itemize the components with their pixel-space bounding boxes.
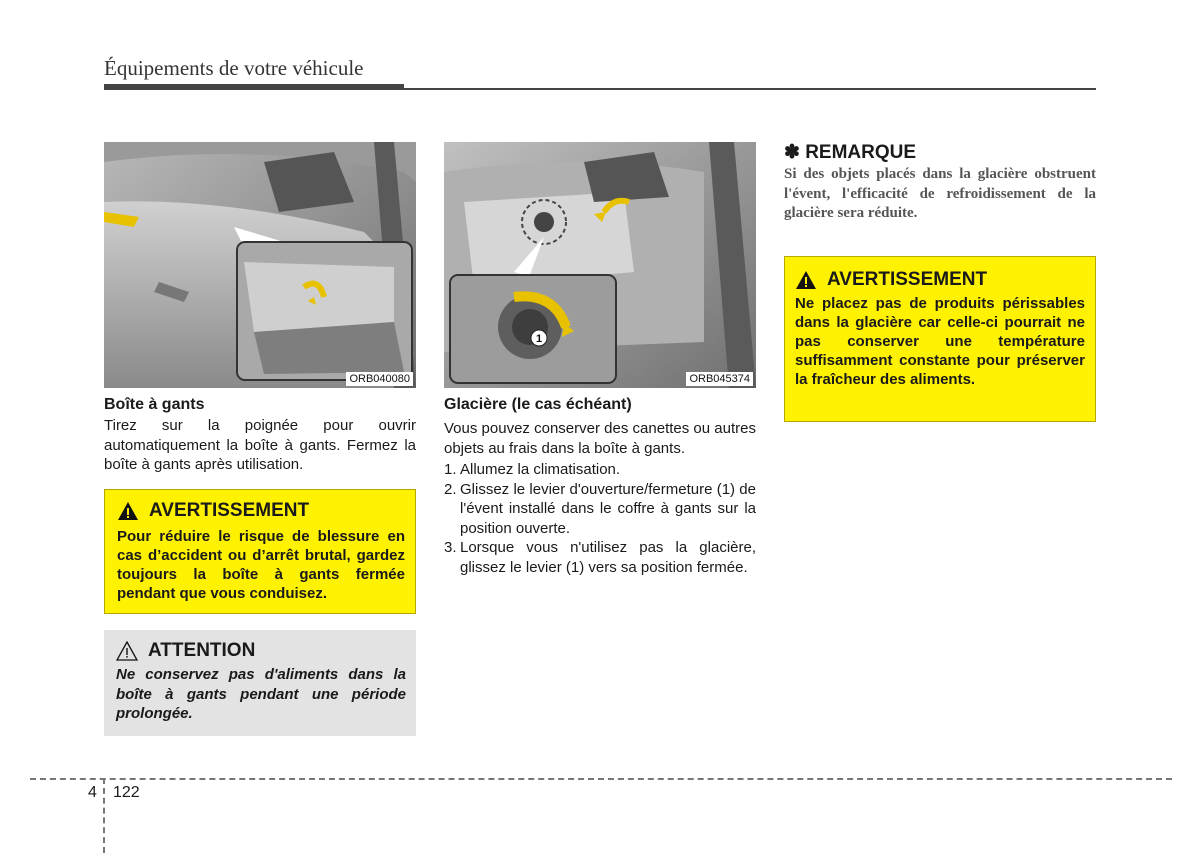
attention-text: Ne conservez pas d'aliments dans la boîte à gants pendant une période prolongée.: [116, 666, 406, 722]
footer-rule: [30, 778, 1172, 780]
header-rule: [104, 88, 1096, 90]
warning-text: Ne placez pas de produits périssables dans la glacière car celle-ci pourrait ne pas conserver une température suffisamment constante pour préserver la fraîcheur des aliments.: [795, 295, 1085, 388]
figure-code: ORB040080: [346, 372, 413, 386]
glovebox-title: Boîte à gants: [104, 396, 205, 413]
attention-box: [104, 630, 416, 736]
warning-box-cooler: [784, 256, 1096, 422]
callout-number: 1: [535, 333, 543, 345]
cooler-title: Glacière (le cas échéant): [444, 396, 632, 413]
remarque-title: REMARQUE: [805, 142, 917, 163]
step-text: Glissez le levier d'ouverture/fermeture (1) de l'évent installé dans le coffre à gants sur la position ouverte.: [460, 480, 756, 537]
figure-code: ORB045374: [686, 372, 753, 386]
warning-title: AVERTISSEMENT: [827, 269, 988, 290]
asterisk-icon: ✽: [784, 142, 800, 163]
attention-header: [116, 640, 406, 662]
step-number: 1.: [444, 461, 457, 478]
cooler-step: [444, 538, 756, 577]
remarque-text: Si des objets placés dans la glacière obstruent l'évent, l'efficacité de refroidissement de la glacière sera réduite.: [784, 166, 1096, 221]
step-text: Allumez la climatisation.: [460, 461, 621, 478]
warning-header: [795, 269, 1085, 291]
cooler-illustration: [444, 142, 756, 388]
glovebox-section: [104, 396, 416, 475]
step-number: 3.: [444, 539, 457, 556]
footer-divider: [103, 778, 105, 853]
warning-header: [117, 500, 405, 522]
cooler-intro: Vous pouvez conserver des canettes ou autres objets au frais dans la boîte à gants.: [444, 420, 756, 457]
warning-text: Pour réduire le risque de blessure en cas d’accident ou d’arrêt brutal, gardez toujours la boîte à gants fermée pendant que vous conduisez.: [117, 528, 405, 602]
cooler-step: [444, 460, 756, 480]
cooler-section: [444, 396, 756, 577]
step-number: 2.: [444, 480, 457, 498]
remarque-header: [784, 141, 1096, 164]
attention-title: ATTENTION: [148, 640, 256, 661]
warning-triangle-icon: [795, 270, 817, 290]
figure-glovebox: [104, 142, 416, 388]
glovebox-text: Tirez sur la poignée pour ouvrir automatiquement la boîte à gants. Fermez la boîte à gants après utilisation.: [104, 417, 416, 473]
page-number: 122: [113, 784, 140, 801]
cooler-step: [444, 480, 756, 539]
warning-title: AVERTISSEMENT: [149, 500, 310, 521]
chapter-number: 4: [88, 784, 97, 801]
page-header-title: Équipements de votre véhicule: [104, 56, 364, 80]
remarque-section: [784, 141, 1096, 224]
step-text: Lorsque vous n'utilisez pas la glacière, glissez le levier (1) vers sa position fermée.: [460, 539, 756, 576]
warning-triangle-icon: [117, 501, 139, 521]
figure-cooler: [444, 142, 756, 388]
caution-triangle-icon: [116, 641, 138, 661]
glovebox-illustration: [104, 142, 416, 388]
warning-box-glovebox: [104, 489, 416, 614]
cooler-steps: [444, 460, 756, 577]
